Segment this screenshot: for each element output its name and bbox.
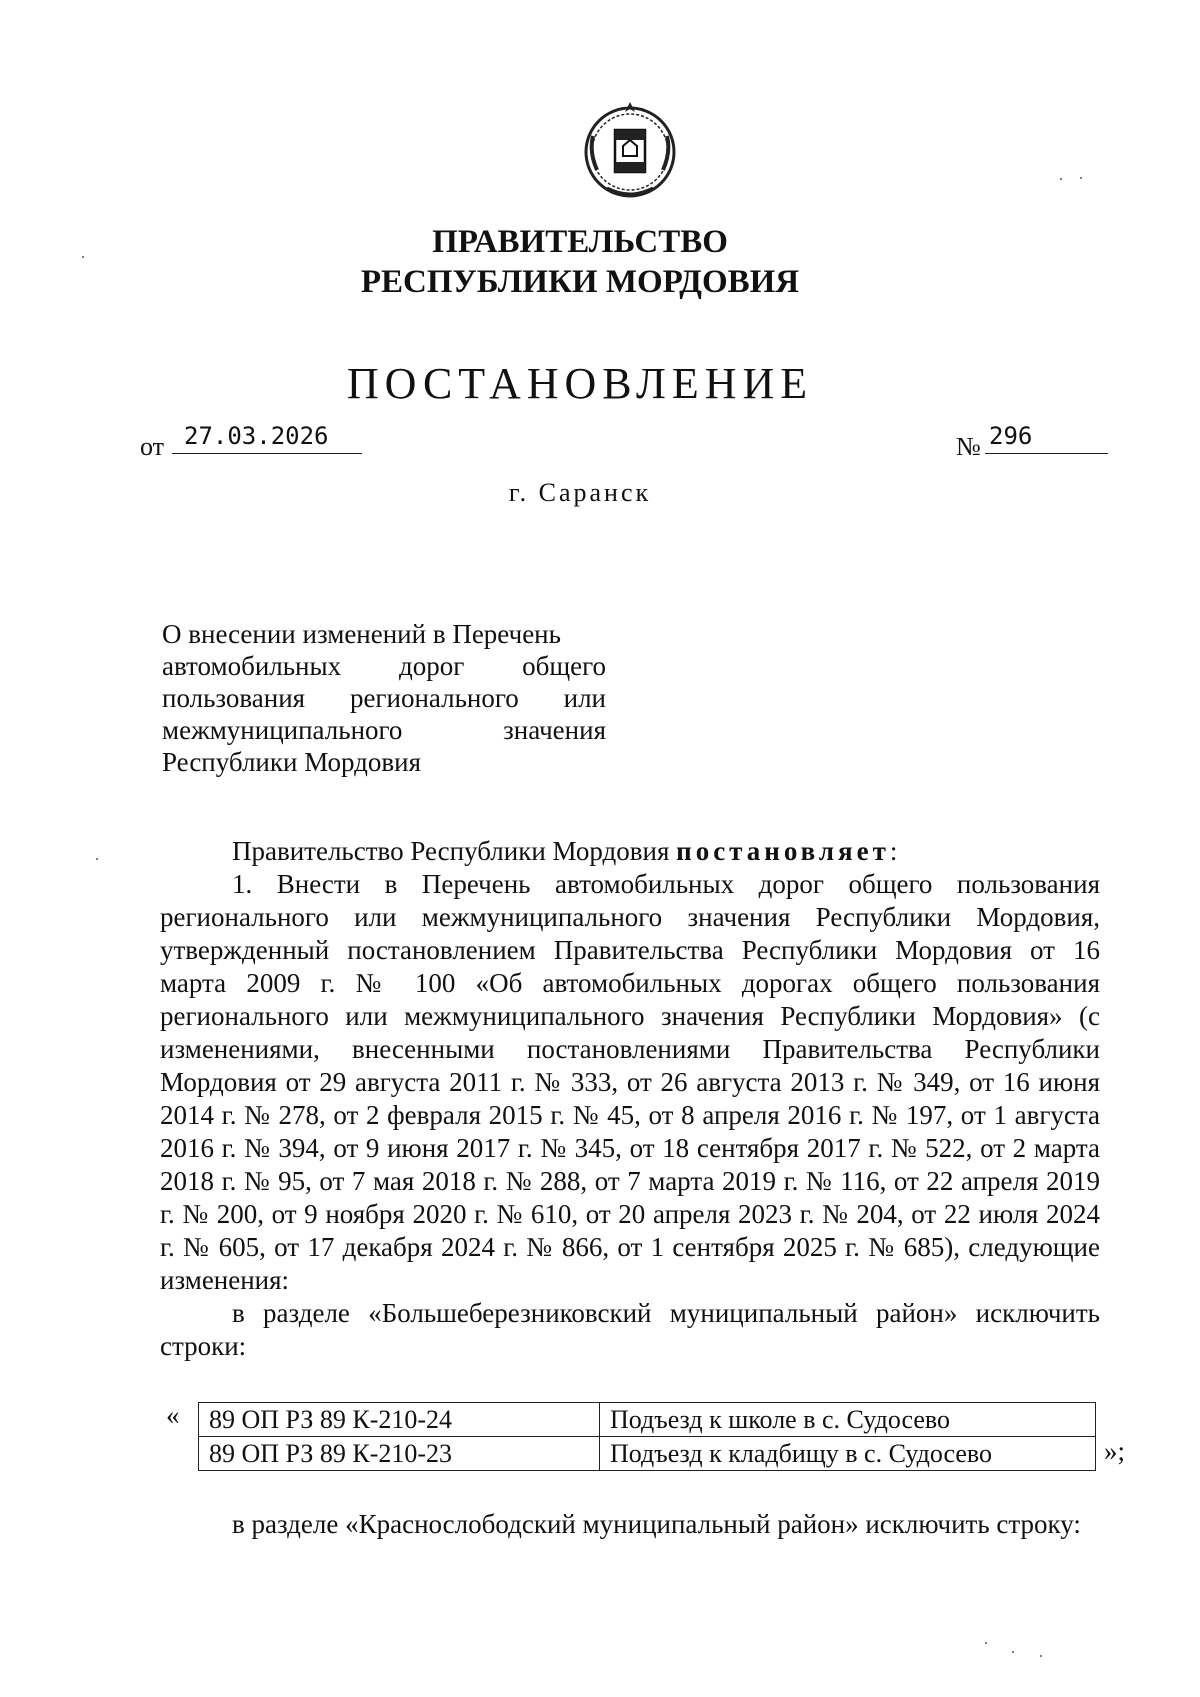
resolving-clause: Правительство Республики Мордовия постановляет: — [232, 836, 898, 866]
scan-speck — [1040, 1655, 1042, 1657]
document-subject — [162, 618, 606, 778]
road-name-cell: Подъезд к школе в с. Судосево — [600, 1403, 1096, 1437]
number-label: № — [956, 432, 981, 461]
subject-line: Республики Мордовия — [162, 747, 422, 777]
table-row — [199, 1403, 1096, 1437]
subject-line: межмуниципального значения — [162, 715, 606, 745]
resolves-word: постановляет — [676, 836, 890, 866]
scan-speck — [1080, 177, 1082, 179]
city-name: г. Саранск — [508, 478, 652, 507]
document-number: 296 — [985, 422, 1108, 454]
section-1-instruction: в разделе «Большеберезниковский муниципальный район» исключить строки: — [160, 1298, 1100, 1361]
government-name-line1: ПРАВИТЕЛЬСТВО — [432, 224, 728, 260]
road-code-cell: 89 ОП РЗ 89 К-210-24 — [199, 1403, 600, 1437]
table-close-quote: »; — [1104, 1436, 1126, 1466]
subject-line: пользования регионального или — [162, 683, 606, 713]
scan-speck — [1060, 178, 1062, 180]
date-prefix-label: от — [140, 432, 165, 461]
scan-speck — [985, 1642, 987, 1644]
section-2-block — [160, 1508, 1100, 1541]
scan-speck — [1012, 1651, 1014, 1653]
table-open-quote: « — [166, 1400, 180, 1430]
decree-body — [160, 835, 1100, 1363]
scan-speck — [82, 256, 84, 258]
document-date: 27.03.2026 — [172, 422, 362, 454]
document-type-title: ПОСТАНОВЛЕНИЕ — [346, 359, 814, 408]
road-name-cell: Подъезд к кладбищу в с. Судосево — [600, 1437, 1096, 1471]
government-name-line2: РЕСПУБЛИКИ МОРДОВИЯ — [360, 264, 800, 300]
subject-line: автомобильных дорог общего — [162, 651, 606, 681]
road-code-cell: 89 ОП РЗ 89 К-210-23 — [199, 1437, 600, 1471]
coat-of-arms-emblem — [577, 96, 683, 202]
excluded-roads-table — [198, 1402, 1096, 1471]
table-row — [199, 1437, 1096, 1471]
scan-speck — [96, 858, 98, 860]
subject-line: О внесении изменений в Перечень — [162, 619, 561, 649]
paragraph-1: 1. Внести в Перечень автомобильных дорог общего пользования регионального или межмуниципального значения Республики Мордовия, утвержденный постановлением Правительства Республики Мордовия от 16 марта 2009 г. № 100 «Об автомобильных дорогах общего пользования регионального или межмуниципального значения Республики Мордовия» (с изменениями, внесенными постановлениями Правительства Республики Мордовия от 29 августа 2011 г. № 333, от 26 августа 2013 г. № 349, от 16 июня 2014 г. № 278, от 2 февраля 2015 г. № 45, от 8 апреля 2016 г. № 197, от 1 августа 2016 г. № 394, от 9 июня 2017 г. № 345, от 18 сентября 2017 г. № 522, от 2 марта 2018 г. № 95, от 7 мая 2018 г. № 288, от 7 марта 2019 г. № 116, от 22 апреля 2019 г. № 200, от 9 ноября 2020 г. № 610, от 20 апреля 2023 г. № 204, от 22 июля 2024 г. № 605, от 17 декабря 2024 г. № 866, от 1 сентября 2025 г. № 685), следующие изменения: — [160, 869, 1100, 1295]
section-2-instruction: в разделе «Краснослободский муниципальный район» исключить строку: — [232, 1509, 1081, 1539]
